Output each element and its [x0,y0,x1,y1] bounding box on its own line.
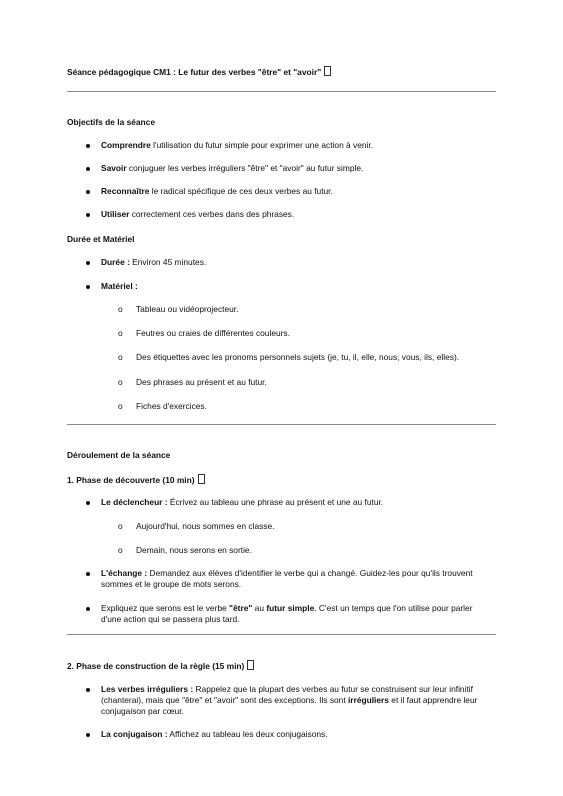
bullet-icon [86,688,90,692]
example-sentence: Demain, nous serons en sortie. [136,545,252,555]
divider [67,424,496,425]
circle-bullet-icon: o [118,352,123,362]
declencheur-item: Le déclencheur : Écrivez au tableau une phrase au présent et une au futur. [101,497,384,507]
objectives-heading: Objectifs de la séance [67,117,155,127]
divider [67,634,496,635]
circle-bullet-icon: o [118,328,123,338]
bullet-icon [86,144,90,148]
materiel-item: Feutres ou craies de différentes couleurs. [136,328,290,338]
emoji-placeholder-icon [198,474,205,484]
circle-bullet-icon: o [118,401,123,411]
objective-item: Savoir conjuguer les verbes irréguliers "être" et "avoir" au futur simple. [101,163,364,173]
conjugaison-item: La conjugaison : Affichez au tableau les deux conjugaisons. [101,729,328,739]
deroulement-heading: Déroulement de la séance [67,450,171,460]
materiel-item: Tableau ou vidéoprojecteur. [136,304,239,314]
objective-item: Comprendre l'utilisation du futur simple pour exprimer une action à venir. [101,140,374,150]
objective-item: Reconnaître le radical spécifique de ces deux verbes au futur. [101,186,333,196]
bullet-icon [86,190,90,194]
circle-bullet-icon: o [118,521,123,531]
irreguliers-item-line2: (chanterai), mais que "être" et "avoir" sont des exceptions. Ils sont irréguliers et il faut apprendre leur [101,695,478,705]
irreguliers-item: Les verbes irréguliers : Rappelez que la plupart des verbes au futur se construisent sur leur infinitif [101,684,473,694]
materiel-label: Matériel : [101,281,138,291]
emoji-placeholder-icon [324,66,331,76]
duration-heading: Durée et Matériel [67,234,135,244]
bullet-icon [86,213,90,217]
echange-item-line2: sommes et le groupe de mots serons. [101,579,242,589]
bullet-icon [86,733,90,737]
divider [67,91,496,92]
bullet-icon [86,285,90,289]
irreguliers-item-line3: conjugaison par cœur. [101,706,184,716]
explain-item-line2: d'une action qui se passera plus tard. [101,614,240,624]
explain-item: Expliquez que serons est le verbe "être" au futur simple. C'est un temps que l'on utilise pour parler [101,603,473,613]
example-sentence: Aujourd'hui, nous sommes en classe. [136,521,275,531]
bullet-icon [86,607,90,611]
page-title: Séance pédagogique CM1 : Le futur des verbes "être" et "avoir" [67,66,331,78]
echange-item: L'échange : Demandez aux élèves d'identifier le verbe qui a changé. Guidez-les pour qu'ils trouvent [101,568,473,578]
bullet-icon [86,261,90,265]
phase2-title: 2. Phase de construction de la règle (15 min) [67,660,254,672]
objective-item: Utiliser correctement ces verbes dans des phrases. [101,209,295,219]
materiel-item: Fiches d'exercices. [136,401,207,411]
bullet-icon [86,572,90,576]
emoji-placeholder-icon [247,660,254,670]
phase1-title: 1. Phase de découverte (10 min) [67,474,205,486]
circle-bullet-icon: o [118,377,123,387]
materiel-item: Des étiquettes avec les pronoms personnels sujets (je, tu, il, elle, nous, vous, ils, elles). [136,352,460,362]
circle-bullet-icon: o [118,545,123,555]
bullet-icon [86,167,90,171]
materiel-item: Des phrases au présent et au futur. [136,377,267,387]
bullet-icon [86,501,90,505]
duration-item: Durée : Environ 45 minutes. [101,257,207,267]
circle-bullet-icon: o [118,304,123,314]
